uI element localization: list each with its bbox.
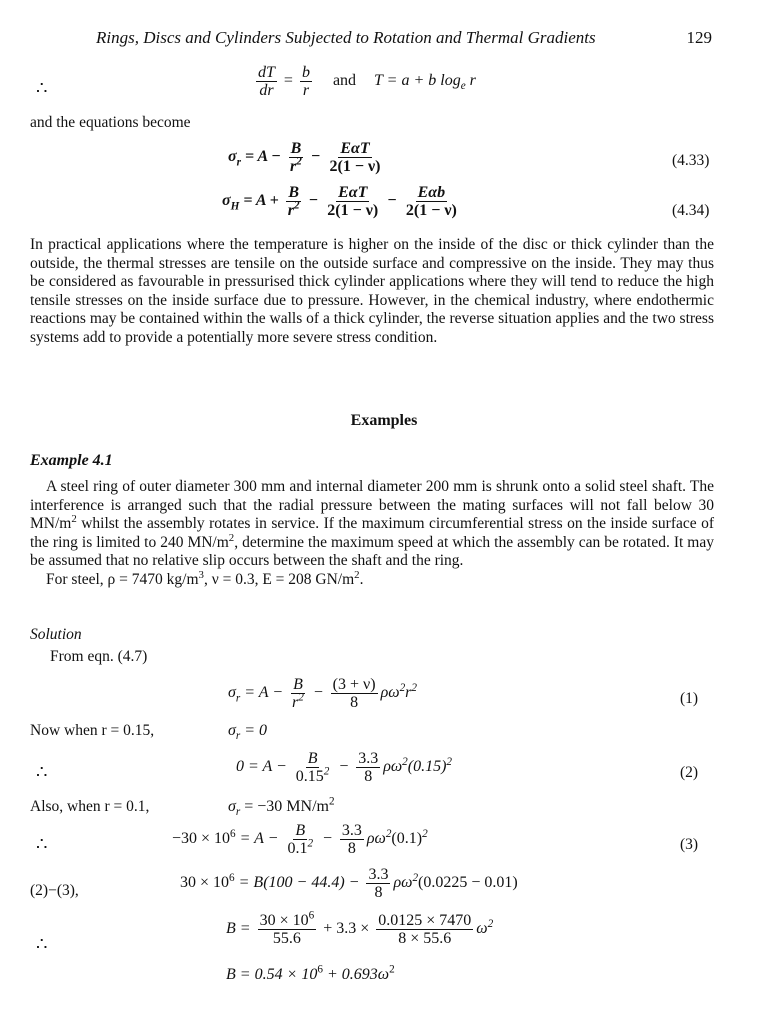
solution-eq-2: 0 = A − $\frac{B}{0.15^2}$ − $\frac{3.3}{8}$ $\rho\omega^2(0.15)^2$ [236,750,453,785]
therefore-symbol-4: ∴ [36,934,48,954]
example-title: Example 4.1 [30,452,113,469]
therefore-symbol-2: ∴ [36,762,48,782]
therefore-symbol-3: ∴ [36,834,48,854]
equation-4-34: $\sigma_H = A$ + $\frac{B}{r^2}$ − $\frac{\text{EαT}}{2(1 - \nu)}$ − $\frac{\text{Eαb}}{2(1 - \nu)}$ [222,184,457,219]
sigma-r-zero: $\sigma_r = 0$ [228,722,268,743]
eqno-3: (3) [680,836,699,853]
eqno-1: (1) [680,690,699,707]
intro-line: and the equations become [30,114,191,131]
top-equation: $\frac{dT}{dr}$ = $\frac{b}{r}$ and T = a + b $\log_e r$ [258,64,476,99]
eqno-2: (2) [680,764,699,781]
sigma-r-minus30: $\sigma_r = -30$ $MN/m^2$ [228,795,335,819]
difference-equation: $30 \times 10^6 = B(100 - 44.4)$ − $\frac{3.3}{8}$ $\rho\omega^2(0.0225 - 0.01)$ [180,866,518,901]
examples-heading: Examples [350,412,418,429]
page-header [96,28,712,48]
b-equation-result: $B = 0.54 \times 10^6 + 0.693\omega^2$ [226,963,395,983]
difference-label: (2)−(3), [30,882,79,899]
solution-eq-3: $-30 \times 10^6 = A$ − $\frac{B}{0.1^2}$ − $\frac{3.3}{8}$ $\rho\omega^2(0.1)^2$ [172,822,428,857]
from-eqn-line: From eqn. (4.7) [50,648,148,665]
therefore-symbol: ∴ [36,78,48,98]
eqno-4-34: (4.34) [672,202,710,219]
solution-eq-1: $\sigma_r = A$ − $\frac{B}{r^2}$ − $\frac{(3 + \nu)}{8}$ $\rho\omega^2r^2$ [228,676,417,711]
b-equation: B = $\frac{30 \times 10^6}{55.6}$ + 3.3 × $\frac{0.0125 \times 7470}{8 \times 55.6}$ $\omega^2$ [226,909,494,947]
equation-4-33: $\sigma_r = A$ − $\frac{B}{r^2}$ − $\frac{\text{EαT}}{2(1 - \nu)}$ [228,140,381,175]
now-when-line: Now when r = 0.15, [30,722,155,739]
solution-label: Solution [30,626,82,643]
eqno-4-33: (4.33) [672,152,710,169]
page-number: 129 [686,28,712,47]
thermal-stress-paragraph: In practical applications where the temperature is higher on the inside of the disc or thick cylinder than the outside, the thermal stresses are tensile on the outside surface and compressive on the inside. They may thus be considered as favourable in pressurised thick cylinder applications where they will tend to reduce the high tensile stresses on the inside surface due to pressure. However, in the chemical industry, where endothermic reactions may be contained within the walls of a thick cylinder, the reverse situation applies and the two stress systems add to provide a potentially more severe stress condition. [30,236,714,346]
running-title: Rings, Discs and Cylinders Subjected to Rotation and Thermal Gradients [96,28,596,47]
example-statement: A steel ring of outer diameter 300 mm and internal diameter 200 mm is shrunk onto a solid steel shaft. The interference is arranged such that the radial pressure between the mating surfaces will not fall below 30 $MN/m^2$ whilst the assembly rotates in service. If the maximum circumferential stress on the inside surface of the ring is limited to 240 $MN/m^2$, determine the maximum speed at which the assembly can be rotated. It may be assumed that no relative slip occurs between the shaft and the ring. For steel, ρ = 7470 $kg/m^3$, ν = 0.3, E = 208 $GN/m^2$. [30,478,714,588]
also-when-line: Also, when r = 0.1, [30,798,150,815]
